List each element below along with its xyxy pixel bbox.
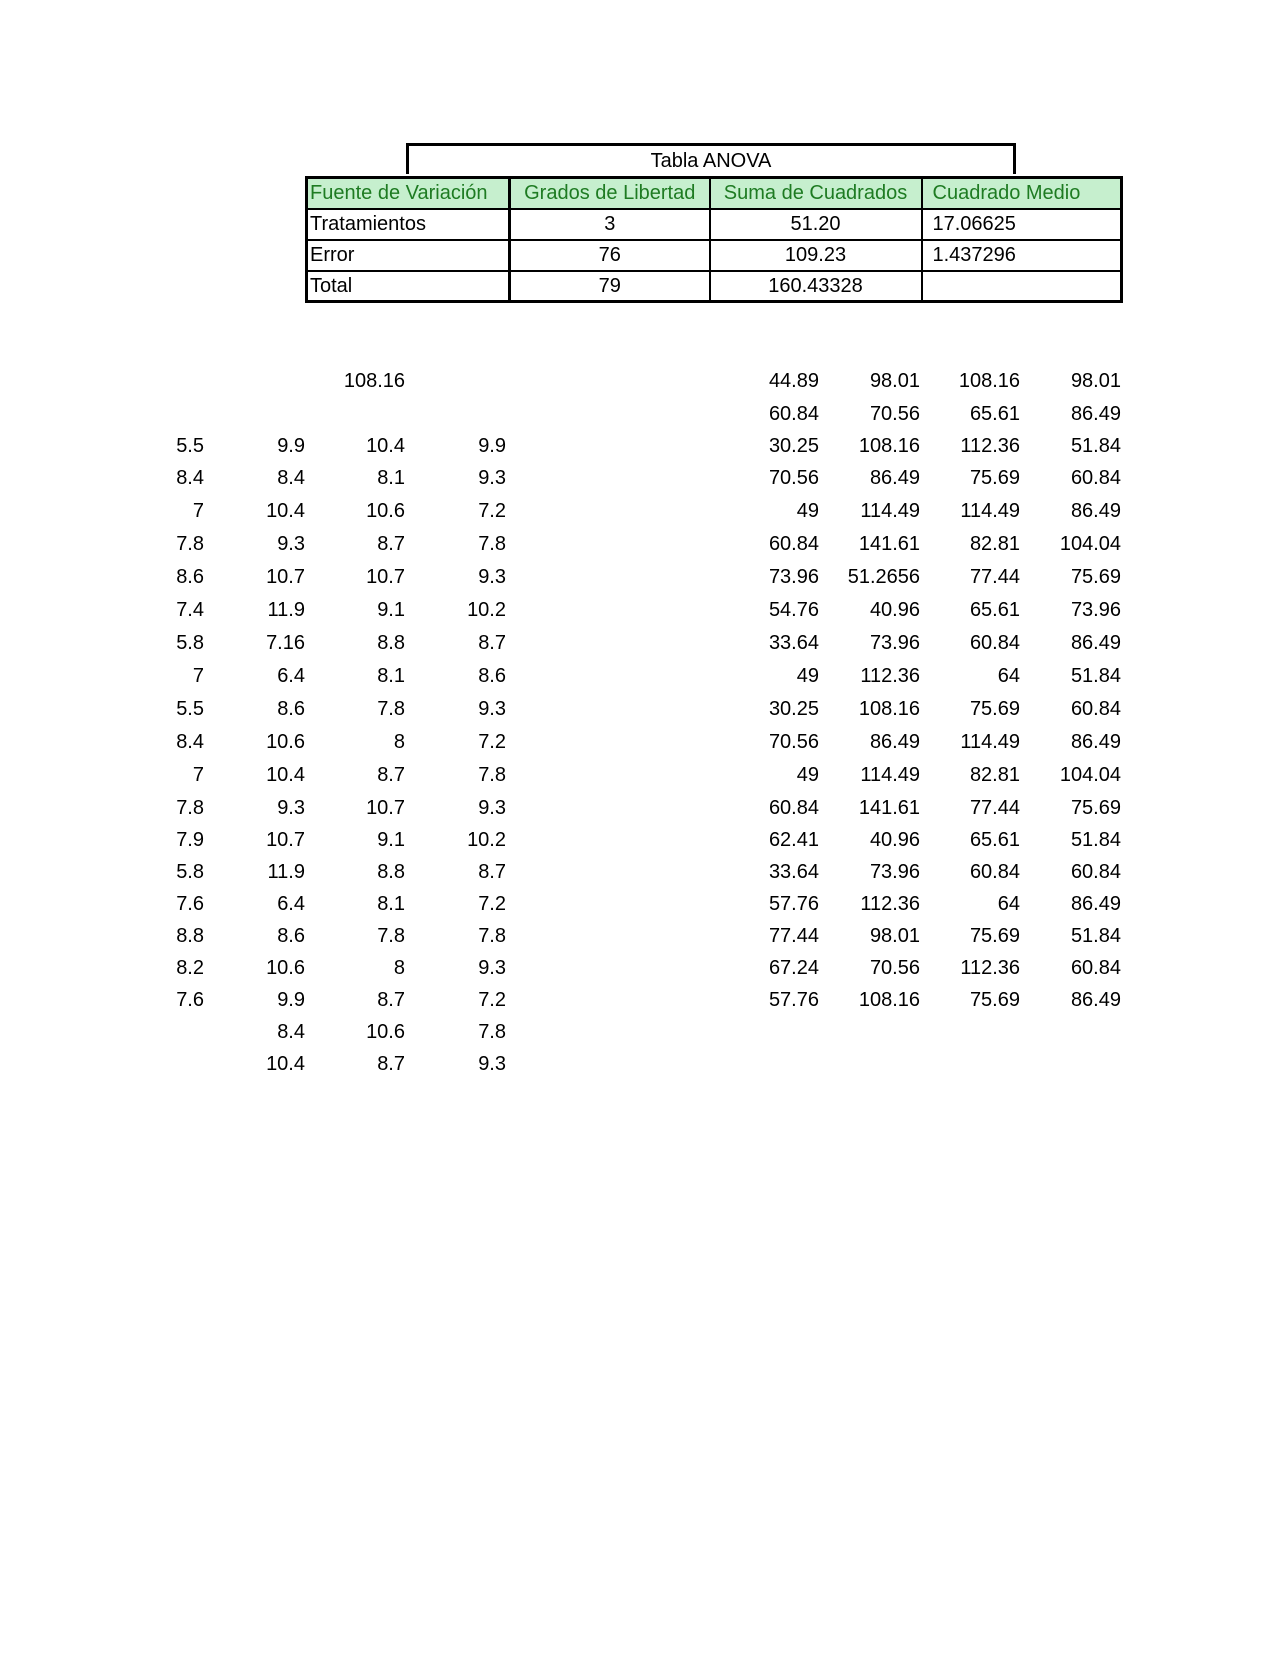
right-data-cell: 54.76 [768,599,819,621]
left-data-cell: 9.1 [377,599,405,621]
anova-row-total [307,271,1122,302]
left-data-cell: 8.6 [277,698,305,720]
anova-row-error [307,240,1122,271]
left-data-cell: 7.6 [176,989,204,1011]
left-data-cell: 7.2 [478,731,506,753]
cell-df: 76 [510,240,710,271]
cell-ms: 17.06625 [922,209,1122,240]
left-data-cell: 7.2 [478,893,506,915]
right-data-cell: 86.49 [1070,403,1121,425]
left-data-cell: 8 [393,731,405,753]
left-data-cell: 8.7 [478,861,506,883]
left-data-cell: 10.7 [266,566,305,588]
right-data-cell: 51.84 [1070,925,1121,947]
anova-header-row [307,178,1122,209]
cell-source: Tratamientos [307,209,510,240]
cell-df: 79 [510,271,710,302]
left-data-cell: 7 [192,764,204,786]
left-data-cell: 8.6 [176,566,204,588]
left-data-cell: 7.8 [478,1021,506,1043]
left-data-cell: 7 [192,500,204,522]
right-data-cell: 60.84 [768,403,819,425]
anova-title: Tabla ANOVA [406,143,1016,174]
right-data-cell: 75.69 [1070,797,1121,819]
left-data-cell: 8 [393,957,405,979]
right-data-cell: 86.49 [869,467,920,489]
left-data-cell: 8.2 [176,957,204,979]
left-data-cell: 108.16 [343,370,405,392]
cell-ss: 109.23 [710,240,922,271]
right-data-cell: 33.64 [768,632,819,654]
left-data-cell: 10.4 [366,435,405,457]
right-data-cell: 51.84 [1070,435,1121,457]
right-data-cell: 98.01 [869,370,920,392]
left-data-cell: 9.9 [478,435,506,457]
right-data-cell: 60.84 [768,533,819,555]
left-data-cell: 10.7 [366,797,405,819]
left-data-cell: 7.8 [377,698,405,720]
right-data-cell: 65.61 [969,403,1020,425]
right-data-cell: 49 [796,764,819,786]
left-data-cell: 7 [192,665,204,687]
left-data-cell: 9.3 [277,533,305,555]
left-data-cell: 8.7 [377,1053,405,1075]
left-data-cell: 9.3 [478,698,506,720]
right-data-cell: 114.49 [960,500,1020,522]
right-data-cell: 40.96 [869,829,920,851]
right-data-cell: 112.36 [960,957,1020,979]
right-data-cell: 108.16 [858,435,920,457]
right-data-cell: 65.61 [969,829,1020,851]
right-data-cell: 77.44 [969,566,1020,588]
left-data-cell: 10.6 [266,731,305,753]
right-data-cell: 104.04 [1059,764,1121,786]
right-data-cell: 75.69 [969,925,1020,947]
left-data-cell: 7.8 [176,533,204,555]
right-data-cell: 70.56 [869,403,920,425]
right-data-cell: 33.64 [768,861,819,883]
left-data-cell: 8.4 [277,467,305,489]
left-data-cell: 8.8 [176,925,204,947]
right-data-cell: 75.69 [969,467,1020,489]
left-data-cell: 8.8 [377,632,405,654]
right-data-cell: 49 [796,500,819,522]
anova-row-tratamientos [307,209,1122,240]
right-data-cell: 67.24 [768,957,819,979]
cell-source: Total [307,271,510,302]
left-data-cell: 8.1 [377,665,405,687]
left-data-cell: 10.6 [366,500,405,522]
right-data-cell: 60.84 [1070,861,1121,883]
right-data-cell: 114.49 [860,764,920,786]
cell-ms: 1.437296 [922,240,1122,271]
cell-ms [922,271,1122,302]
left-data-cell: 9.3 [478,797,506,819]
left-data-cell: 9.3 [277,797,305,819]
right-data-cell: 60.84 [969,861,1020,883]
left-data-cell: 10.4 [266,764,305,786]
right-data-cell: 108.16 [858,698,920,720]
left-data-cell: 10.2 [467,829,506,851]
right-data-cell: 114.49 [860,500,920,522]
left-data-cell: 7.2 [478,989,506,1011]
right-data-cell: 82.81 [969,764,1020,786]
left-data-cell: 8.4 [176,731,204,753]
right-data-cell: 64 [997,665,1020,687]
left-data-cell: 6.4 [277,893,305,915]
right-data-cell: 77.44 [768,925,819,947]
right-data-cell: 86.49 [1070,893,1121,915]
left-data-cell: 7.6 [176,893,204,915]
right-data-cell: 86.49 [1070,632,1121,654]
left-data-cell: 8.7 [377,764,405,786]
right-data-cell: 75.69 [1070,566,1121,588]
left-data-cell: 9.3 [478,566,506,588]
header-suma: Suma de Cuadrados [710,178,922,209]
cell-ss: 51.20 [710,209,922,240]
right-data-cell: 60.84 [969,632,1020,654]
right-data-cell: 30.25 [768,698,819,720]
right-data-cell: 141.61 [858,797,920,819]
left-data-cell: 8.7 [377,989,405,1011]
right-data-cell: 73.96 [869,632,920,654]
right-data-cell: 73.96 [869,861,920,883]
left-data-cell: 8.1 [377,467,405,489]
cell-ss: 160.43328 [710,271,922,302]
right-data-cell: 73.96 [768,566,819,588]
right-data-cell: 57.76 [768,893,819,915]
left-data-cell: 8.1 [377,893,405,915]
left-data-cell: 9.3 [478,467,506,489]
left-data-cell: 7.2 [478,500,506,522]
header-grados: Grados de Libertad [510,178,710,209]
right-data-cell: 104.04 [1059,533,1121,555]
left-data-cell: 10.7 [266,829,305,851]
right-data-cell: 112.36 [860,665,920,687]
right-data-cell: 86.49 [1070,989,1121,1011]
left-data-cell: 9.3 [478,1053,506,1075]
left-data-cell: 7.8 [478,764,506,786]
left-data-cell: 7.4 [176,599,204,621]
right-data-cell: 64 [997,893,1020,915]
right-data-cell: 86.49 [1070,500,1121,522]
right-data-cell: 75.69 [969,989,1020,1011]
right-data-cell: 40.96 [869,599,920,621]
cell-source: Error [307,240,510,271]
right-data-cell: 51.84 [1070,829,1121,851]
left-data-cell: 8.6 [478,665,506,687]
right-data-cell: 30.25 [768,435,819,457]
left-data-cell: 7.9 [176,829,204,851]
right-data-cell: 57.76 [768,989,819,1011]
left-data-cell: 8.8 [377,861,405,883]
left-data-cell: 9.9 [277,435,305,457]
right-data-cell: 44.89 [768,370,819,392]
right-data-cell: 112.36 [860,893,920,915]
left-data-cell: 8.4 [277,1021,305,1043]
right-data-cell: 70.56 [768,467,819,489]
right-data-cell: 108.16 [858,989,920,1011]
right-data-cell: 77.44 [969,797,1020,819]
right-data-cell: 82.81 [969,533,1020,555]
left-data-cell: 8.7 [377,533,405,555]
anova-table [305,176,1123,303]
left-data-cell: 10.7 [366,566,405,588]
left-data-cell: 10.4 [266,500,305,522]
left-data-cell: 5.5 [176,698,204,720]
left-data-cell: 7.16 [266,632,305,654]
left-data-cell: 11.9 [267,861,305,883]
left-data-cell: 9.1 [377,829,405,851]
right-data-cell: 98.01 [869,925,920,947]
right-data-cell: 49 [796,665,819,687]
right-data-cell: 112.36 [960,435,1020,457]
header-fuente: Fuente de Variación [307,178,510,209]
right-data-cell: 60.84 [1070,467,1121,489]
header-cuadrado: Cuadrado Medio [922,178,1122,209]
left-data-cell: 10.6 [366,1021,405,1043]
left-data-cell: 8.4 [176,467,204,489]
right-data-cell: 75.69 [969,698,1020,720]
right-data-cell: 62.41 [768,829,819,851]
right-data-cell: 86.49 [1070,731,1121,753]
left-data-cell: 10.4 [266,1053,305,1075]
right-data-cell: 60.84 [1070,957,1121,979]
left-data-cell: 5.5 [176,435,204,457]
left-data-cell: 9.3 [478,957,506,979]
right-data-cell: 65.61 [969,599,1020,621]
left-data-cell: 6.4 [277,665,305,687]
right-data-cell: 51.2656 [847,566,920,588]
left-data-cell: 5.8 [176,632,204,654]
left-data-cell: 7.8 [176,797,204,819]
left-data-cell: 7.8 [377,925,405,947]
left-data-cell: 7.8 [478,925,506,947]
left-data-cell: 11.9 [267,599,305,621]
right-data-cell: 73.96 [1070,599,1121,621]
right-data-cell: 70.56 [768,731,819,753]
right-data-cell: 60.84 [768,797,819,819]
cell-df: 3 [510,209,710,240]
left-data-cell: 7.8 [478,533,506,555]
left-data-cell: 5.8 [176,861,204,883]
right-data-cell: 86.49 [869,731,920,753]
left-data-cell: 8.6 [277,925,305,947]
left-data-cell: 10.2 [467,599,506,621]
right-data-cell: 114.49 [960,731,1020,753]
right-data-cell: 98.01 [1070,370,1121,392]
left-data-cell: 10.6 [266,957,305,979]
right-data-cell: 60.84 [1070,698,1121,720]
left-data-cell: 8.7 [478,632,506,654]
right-data-cell: 70.56 [869,957,920,979]
right-data-cell: 141.61 [858,533,920,555]
right-data-cell: 51.84 [1070,665,1121,687]
right-data-cell: 108.16 [958,370,1020,392]
left-data-cell: 9.9 [277,989,305,1011]
